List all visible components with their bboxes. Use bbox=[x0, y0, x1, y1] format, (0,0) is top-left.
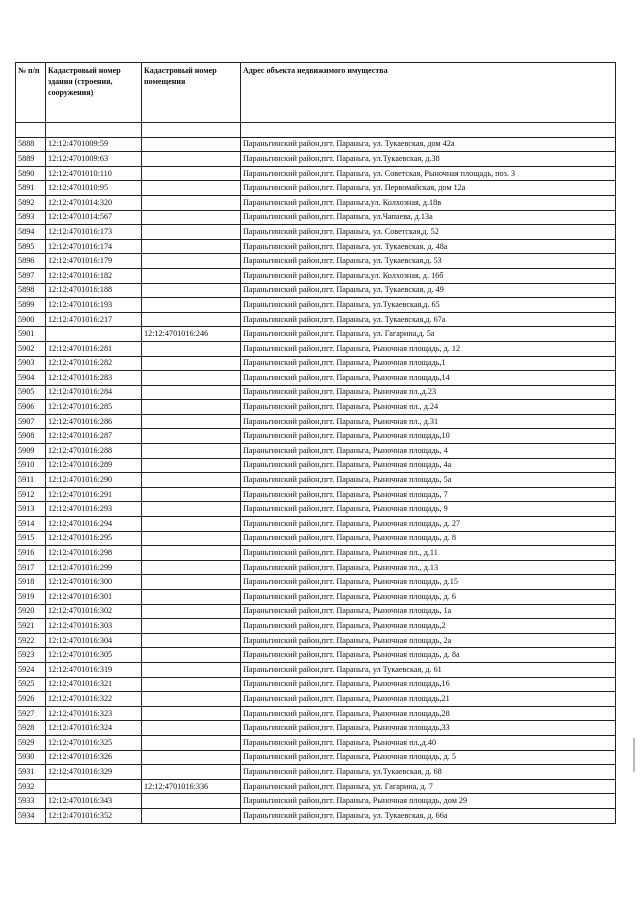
address-cell: Параньгинский район,пгт. Параньга, Рыночная площадь, 2а bbox=[241, 633, 616, 648]
address-cell: Параньгинский район,пгт. Параньга, Рыночная площадь, д.15 bbox=[241, 575, 616, 590]
room-cadastral-cell bbox=[142, 721, 241, 736]
row-number-cell: 5929 bbox=[16, 735, 46, 750]
building-cadastral-cell: 12:12:4701009:63 bbox=[46, 152, 142, 167]
building-cadastral-cell: 12:12:4701016:283 bbox=[46, 371, 142, 386]
row-number-cell: 5931 bbox=[16, 765, 46, 780]
table-row bbox=[16, 152, 616, 167]
address-cell: Параньгинский район,пгт. Параньга, Рыночная площадь, д. 8а bbox=[241, 648, 616, 663]
building-cadastral-cell: 12:12:4701016:325 bbox=[46, 735, 142, 750]
row-number-cell: 5911 bbox=[16, 473, 46, 488]
table-row bbox=[16, 808, 616, 823]
address-cell: Параньгинский район,пгт. Параньга, ул. Гагарина,д. 5а bbox=[241, 327, 616, 342]
document-page bbox=[15, 62, 615, 824]
spacer-cell bbox=[46, 123, 142, 138]
row-number-cell: 5915 bbox=[16, 531, 46, 546]
row-number-cell: 5897 bbox=[16, 268, 46, 283]
row-number-cell: 5905 bbox=[16, 385, 46, 400]
table-row bbox=[16, 444, 616, 459]
building-cadastral-cell: 12:12:4701016:319 bbox=[46, 662, 142, 677]
address-cell: Параньгинский район,пгт. Параньга, Рыночная площадь,10 bbox=[241, 429, 616, 444]
room-cadastral-cell bbox=[142, 210, 241, 225]
row-number-cell: 5928 bbox=[16, 721, 46, 736]
row-number-cell: 5899 bbox=[16, 298, 46, 313]
table-row bbox=[16, 590, 616, 605]
building-cadastral-cell: 12:12:4701016:303 bbox=[46, 619, 142, 634]
table-row bbox=[16, 779, 616, 794]
address-cell: Параньгинский район,пгт. Параньга, Рыночная площадь, 4а bbox=[241, 458, 616, 473]
address-cell: Параньгинский район,пгт. Параньга, Рыночная площадь,16 bbox=[241, 677, 616, 692]
building-cadastral-cell: 12:12:4701016:300 bbox=[46, 575, 142, 590]
building-cadastral-cell: 12:12:4701009:59 bbox=[46, 137, 142, 152]
address-cell: Параньгинский район,пгт. Параньга, Рыночная площадь, дом 29 bbox=[241, 794, 616, 809]
row-number-cell: 5907 bbox=[16, 414, 46, 429]
spacer-cell bbox=[241, 123, 616, 138]
room-cadastral-cell bbox=[142, 298, 241, 313]
row-number-cell: 5908 bbox=[16, 429, 46, 444]
room-cadastral-cell bbox=[142, 385, 241, 400]
row-number-cell: 5890 bbox=[16, 166, 46, 181]
address-cell: Параньгинский район,пгт. Параньга, ул.Тукаевская, д. 68 bbox=[241, 765, 616, 780]
room-cadastral-cell bbox=[142, 444, 241, 459]
table-body bbox=[16, 137, 616, 823]
room-cadastral-cell bbox=[142, 560, 241, 575]
row-number-cell: 5909 bbox=[16, 444, 46, 459]
room-cadastral-cell bbox=[142, 166, 241, 181]
room-cadastral-cell bbox=[142, 517, 241, 532]
room-cadastral-cell bbox=[142, 662, 241, 677]
building-cadastral-cell: 12:12:4701016:188 bbox=[46, 283, 142, 298]
table-row bbox=[16, 414, 616, 429]
row-number-cell: 5933 bbox=[16, 794, 46, 809]
row-number-cell: 5893 bbox=[16, 210, 46, 225]
table-row bbox=[16, 371, 616, 386]
address-cell: Параньгинский район,пгт. Параньга, Рыночная площадь, 7 bbox=[241, 487, 616, 502]
table-spacer-row bbox=[16, 123, 616, 138]
building-cadastral-cell: 12:12:4701016:299 bbox=[46, 560, 142, 575]
table-row bbox=[16, 517, 616, 532]
building-cadastral-cell: 12:12:4701016:301 bbox=[46, 590, 142, 605]
spacer-cell bbox=[142, 123, 241, 138]
row-number-cell: 5913 bbox=[16, 502, 46, 517]
room-cadastral-cell bbox=[142, 794, 241, 809]
room-cadastral-cell bbox=[142, 254, 241, 269]
building-cadastral-cell: 12:12:4701016:352 bbox=[46, 808, 142, 823]
room-cadastral-cell bbox=[142, 575, 241, 590]
room-cadastral-cell bbox=[142, 371, 241, 386]
address-cell: Параньгинский район,пгт. Параньга, Рыночная площадь, 5а bbox=[241, 473, 616, 488]
building-cadastral-cell: 12:12:4701016:174 bbox=[46, 239, 142, 254]
room-cadastral-cell bbox=[142, 604, 241, 619]
table-row bbox=[16, 750, 616, 765]
address-cell: Параньгинский район,пгт. Параньга, Рыночная пл., д.13 bbox=[241, 560, 616, 575]
header-room-cadastral: Кадастровый номер помещения bbox=[142, 63, 241, 123]
room-cadastral-cell bbox=[142, 808, 241, 823]
room-cadastral-cell bbox=[142, 546, 241, 561]
building-cadastral-cell: 12:12:4701016:323 bbox=[46, 706, 142, 721]
table-row bbox=[16, 502, 616, 517]
header-number: № п/п bbox=[16, 63, 46, 123]
row-number-cell: 5924 bbox=[16, 662, 46, 677]
row-number-cell: 5892 bbox=[16, 195, 46, 210]
room-cadastral-cell bbox=[142, 400, 241, 415]
table-row bbox=[16, 619, 616, 634]
address-cell: Параньгинский район,пгт. Параньга, Рыночная площадь,33 bbox=[241, 721, 616, 736]
row-number-cell: 5914 bbox=[16, 517, 46, 532]
table-row bbox=[16, 546, 616, 561]
row-number-cell: 5921 bbox=[16, 619, 46, 634]
row-number-cell: 5889 bbox=[16, 152, 46, 167]
row-number-cell: 5923 bbox=[16, 648, 46, 663]
table-row bbox=[16, 210, 616, 225]
building-cadastral-cell: 12:12:4701016:290 bbox=[46, 473, 142, 488]
building-cadastral-cell: 12:12:4701016:286 bbox=[46, 414, 142, 429]
building-cadastral-cell: 12:12:4701016:287 bbox=[46, 429, 142, 444]
address-cell: Параньгинский район,пгт. Параньга, ул. Тукаевская,д. 53 bbox=[241, 254, 616, 269]
row-number-cell: 5934 bbox=[16, 808, 46, 823]
address-cell: Параньгинский район,пгт. Параньга, Рыночная площадь,14 bbox=[241, 371, 616, 386]
row-number-cell: 5888 bbox=[16, 137, 46, 152]
building-cadastral-cell: 12:12:4701016:298 bbox=[46, 546, 142, 561]
row-number-cell: 5898 bbox=[16, 283, 46, 298]
table-row bbox=[16, 648, 616, 663]
address-cell: Параньгинский район,пгт. Параньга, Рыночная пл., д.24 bbox=[241, 400, 616, 415]
room-cadastral-cell bbox=[142, 677, 241, 692]
building-cadastral-cell: 12:12:4701016:289 bbox=[46, 458, 142, 473]
address-cell: Параньгинский район,пгт. Параньга, ул Тукаевская, д. 61 bbox=[241, 662, 616, 677]
building-cadastral-cell: 12:12:4701016:285 bbox=[46, 400, 142, 415]
table-row bbox=[16, 575, 616, 590]
address-cell: Параньгинский район,пгт. Параньга, ул. Гагарина, д. 7 bbox=[241, 779, 616, 794]
row-number-cell: 5894 bbox=[16, 225, 46, 240]
row-number-cell: 5895 bbox=[16, 239, 46, 254]
row-number-cell: 5926 bbox=[16, 692, 46, 707]
address-cell: Параньгинский район,пгт. Параньга, Рыночная площадь, д. 5 bbox=[241, 750, 616, 765]
room-cadastral-cell bbox=[142, 268, 241, 283]
address-cell: Параньгинский район,пгт. Параньга,ул. Колхозная, д.18в bbox=[241, 195, 616, 210]
room-cadastral-cell bbox=[142, 283, 241, 298]
address-cell: Параньгинский район,пгт. Параньга, ул. Тукаевская, д. 49 bbox=[241, 283, 616, 298]
table-row bbox=[16, 400, 616, 415]
address-cell: Параньгинский район,пгт. Параньга, Рыночная площадь,21 bbox=[241, 692, 616, 707]
room-cadastral-cell bbox=[142, 735, 241, 750]
table-row bbox=[16, 385, 616, 400]
room-cadastral-cell bbox=[142, 225, 241, 240]
building-cadastral-cell: 12:12:4701016:281 bbox=[46, 341, 142, 356]
row-number-cell: 5912 bbox=[16, 487, 46, 502]
room-cadastral-cell bbox=[142, 502, 241, 517]
table-row bbox=[16, 721, 616, 736]
row-number-cell: 5927 bbox=[16, 706, 46, 721]
building-cadastral-cell: 12:12:4701016:291 bbox=[46, 487, 142, 502]
address-cell: Параньгинский район,пгт. Параньга, Рыночная площадь, 9 bbox=[241, 502, 616, 517]
table-row bbox=[16, 254, 616, 269]
table-row bbox=[16, 225, 616, 240]
table-row bbox=[16, 531, 616, 546]
address-cell: Параньгинский район,пгт. Параньга, ул. Тукаевская, д. 48а bbox=[241, 239, 616, 254]
row-number-cell: 5906 bbox=[16, 400, 46, 415]
table-row bbox=[16, 312, 616, 327]
table-row bbox=[16, 298, 616, 313]
room-cadastral-cell bbox=[142, 195, 241, 210]
building-cadastral-cell: 12:12:4701010:95 bbox=[46, 181, 142, 196]
building-cadastral-cell: 12:12:4701016:324 bbox=[46, 721, 142, 736]
table-row bbox=[16, 166, 616, 181]
building-cadastral-cell: 12:12:4701016:343 bbox=[46, 794, 142, 809]
building-cadastral-cell: 12:12:4701016:302 bbox=[46, 604, 142, 619]
table-row bbox=[16, 560, 616, 575]
address-cell: Параньгинский район,пгт. Параньга, Рыночная площадь, д. 27 bbox=[241, 517, 616, 532]
table-row bbox=[16, 765, 616, 780]
address-cell: Параньгинский район,пгт. Параньга, Рыночная площадь, д. 8 bbox=[241, 531, 616, 546]
building-cadastral-cell: 12:12:4701016:322 bbox=[46, 692, 142, 707]
building-cadastral-cell: 12:12:4701016:182 bbox=[46, 268, 142, 283]
room-cadastral-cell bbox=[142, 648, 241, 663]
building-cadastral-cell: 12:12:4701016:288 bbox=[46, 444, 142, 459]
header-address: Адрес объекта недвижимого имущества bbox=[241, 63, 616, 123]
registry-table bbox=[15, 62, 616, 824]
table-row bbox=[16, 794, 616, 809]
address-cell: Параньгинский район,пгт. Параньга, ул.Чапаева, д.13а bbox=[241, 210, 616, 225]
building-cadastral-cell: 12:12:4701016:294 bbox=[46, 517, 142, 532]
building-cadastral-cell: 12:12:4701016:284 bbox=[46, 385, 142, 400]
table-row bbox=[16, 195, 616, 210]
address-cell: Параньгинский район,пгт. Параньга, Рыночная площадь, 1а bbox=[241, 604, 616, 619]
room-cadastral-cell bbox=[142, 633, 241, 648]
row-number-cell: 5917 bbox=[16, 560, 46, 575]
room-cadastral-cell bbox=[142, 473, 241, 488]
address-cell: Параньгинский район,пгт. Параньга,ул. Колхозная, д. 16б bbox=[241, 268, 616, 283]
building-cadastral-cell: 12:12:4701016:321 bbox=[46, 677, 142, 692]
room-cadastral-cell bbox=[142, 181, 241, 196]
address-cell: Параньгинский район,пгт. Параньга, Рыночная площадь,28 bbox=[241, 706, 616, 721]
table-row bbox=[16, 356, 616, 371]
address-cell: Параньгинский район,пгт. Параньга, ул. Первомайская, дом 12а bbox=[241, 181, 616, 196]
table-row bbox=[16, 633, 616, 648]
room-cadastral-cell bbox=[142, 531, 241, 546]
row-number-cell: 5904 bbox=[16, 371, 46, 386]
row-number-cell: 5916 bbox=[16, 546, 46, 561]
table-row bbox=[16, 268, 616, 283]
address-cell: Параньгинский район,пгт. Параньга, ул. Советская,д. 52 bbox=[241, 225, 616, 240]
address-cell: Параньгинский район,пгт. Параньга, Рыночная пл., д.11 bbox=[241, 546, 616, 561]
building-cadastral-cell bbox=[46, 779, 142, 794]
table-header-row bbox=[16, 63, 616, 123]
building-cadastral-cell: 12:12:4701016:293 bbox=[46, 502, 142, 517]
room-cadastral-cell bbox=[142, 239, 241, 254]
row-number-cell: 5930 bbox=[16, 750, 46, 765]
address-cell: Параньгинский район,пгт. Параньга, ул.Тукаевская,д. 65 bbox=[241, 298, 616, 313]
room-cadastral-cell: 12:12:4701016:246 bbox=[142, 327, 241, 342]
row-number-cell: 5902 bbox=[16, 341, 46, 356]
address-cell: Параньгинский район,пгт. Параньга, Рыночная пл.,д.23 bbox=[241, 385, 616, 400]
building-cadastral-cell: 12:12:4701010:110 bbox=[46, 166, 142, 181]
room-cadastral-cell bbox=[142, 765, 241, 780]
building-cadastral-cell: 12:12:4701016:305 bbox=[46, 648, 142, 663]
building-cadastral-cell: 12:12:4701016:304 bbox=[46, 633, 142, 648]
row-number-cell: 5896 bbox=[16, 254, 46, 269]
address-cell: Параньгинский район,пгт. Параньга, ул. Тукаевская, д. 66а bbox=[241, 808, 616, 823]
building-cadastral-cell: 12:12:4701014:567 bbox=[46, 210, 142, 225]
row-number-cell: 5919 bbox=[16, 590, 46, 605]
room-cadastral-cell bbox=[142, 706, 241, 721]
table-row bbox=[16, 473, 616, 488]
room-cadastral-cell bbox=[142, 487, 241, 502]
room-cadastral-cell bbox=[142, 750, 241, 765]
table-row bbox=[16, 283, 616, 298]
row-number-cell: 5918 bbox=[16, 575, 46, 590]
address-cell: Параньгинский район,пгт. Параньга, Рыночная площадь, д. 6 bbox=[241, 590, 616, 605]
row-number-cell: 5922 bbox=[16, 633, 46, 648]
table-row bbox=[16, 239, 616, 254]
building-cadastral-cell bbox=[46, 327, 142, 342]
room-cadastral-cell: 12:12:4701016:336 bbox=[142, 779, 241, 794]
table-row bbox=[16, 706, 616, 721]
building-cadastral-cell: 12:12:4701014:320 bbox=[46, 195, 142, 210]
row-number-cell: 5920 bbox=[16, 604, 46, 619]
address-cell: Параньгинский район,пгт. Параньга, Рыночная площадь, 4 bbox=[241, 444, 616, 459]
spacer-cell bbox=[16, 123, 46, 138]
address-cell: Параньгинский район,пгт. Параньга, Рыночная площадь,2 bbox=[241, 619, 616, 634]
table-row bbox=[16, 429, 616, 444]
row-number-cell: 5900 bbox=[16, 312, 46, 327]
table-row bbox=[16, 692, 616, 707]
address-cell: Параньгинский район,пгт. Параньга, Рыночная площадь, д. 12 bbox=[241, 341, 616, 356]
table-row bbox=[16, 487, 616, 502]
row-number-cell: 5891 bbox=[16, 181, 46, 196]
table-row bbox=[16, 662, 616, 677]
table-row bbox=[16, 735, 616, 750]
room-cadastral-cell bbox=[142, 356, 241, 371]
address-cell: Параньгинский район,пгт. Параньга, ул. Тукаевская, дом 42а bbox=[241, 137, 616, 152]
building-cadastral-cell: 12:12:4701016:295 bbox=[46, 531, 142, 546]
building-cadastral-cell: 12:12:4701016:173 bbox=[46, 225, 142, 240]
room-cadastral-cell bbox=[142, 590, 241, 605]
table-row bbox=[16, 327, 616, 342]
scan-artifact bbox=[633, 738, 635, 772]
address-cell: Параньгинский район,пгт. Параньга, ул.Тукаевская, д.38 bbox=[241, 152, 616, 167]
table-row bbox=[16, 181, 616, 196]
building-cadastral-cell: 12:12:4701016:282 bbox=[46, 356, 142, 371]
room-cadastral-cell bbox=[142, 692, 241, 707]
row-number-cell: 5901 bbox=[16, 327, 46, 342]
table-row bbox=[16, 341, 616, 356]
building-cadastral-cell: 12:12:4701016:329 bbox=[46, 765, 142, 780]
room-cadastral-cell bbox=[142, 137, 241, 152]
table-row bbox=[16, 677, 616, 692]
table-row bbox=[16, 604, 616, 619]
address-cell: Параньгинский район,пгт. Параньга, ул. Советская, Рыночная площадь, поз. 3 bbox=[241, 166, 616, 181]
address-cell: Параньгинский район,пгт. Параньга, Рыночная пл., д.31 bbox=[241, 414, 616, 429]
building-cadastral-cell: 12:12:4701016:179 bbox=[46, 254, 142, 269]
row-number-cell: 5903 bbox=[16, 356, 46, 371]
table-row bbox=[16, 137, 616, 152]
room-cadastral-cell bbox=[142, 414, 241, 429]
room-cadastral-cell bbox=[142, 619, 241, 634]
room-cadastral-cell bbox=[142, 429, 241, 444]
building-cadastral-cell: 12:12:4701016:193 bbox=[46, 298, 142, 313]
address-cell: Параньгинский район,пгт. Параньга, ул. Тукаевская,д. 67а bbox=[241, 312, 616, 327]
room-cadastral-cell bbox=[142, 341, 241, 356]
room-cadastral-cell bbox=[142, 458, 241, 473]
room-cadastral-cell bbox=[142, 312, 241, 327]
row-number-cell: 5925 bbox=[16, 677, 46, 692]
row-number-cell: 5910 bbox=[16, 458, 46, 473]
header-building-cadastral: Кадастровый номер здания (строения, сооружения) bbox=[46, 63, 142, 123]
room-cadastral-cell bbox=[142, 152, 241, 167]
address-cell: Параньгинский район,пгт. Параньга, Рыночная пл.,д.40 bbox=[241, 735, 616, 750]
building-cadastral-cell: 12:12:4701016:217 bbox=[46, 312, 142, 327]
building-cadastral-cell: 12:12:4701016:326 bbox=[46, 750, 142, 765]
address-cell: Параньгинский район,пгт. Параньга, Рыночная площадь,1 bbox=[241, 356, 616, 371]
table-row bbox=[16, 458, 616, 473]
row-number-cell: 5932 bbox=[16, 779, 46, 794]
